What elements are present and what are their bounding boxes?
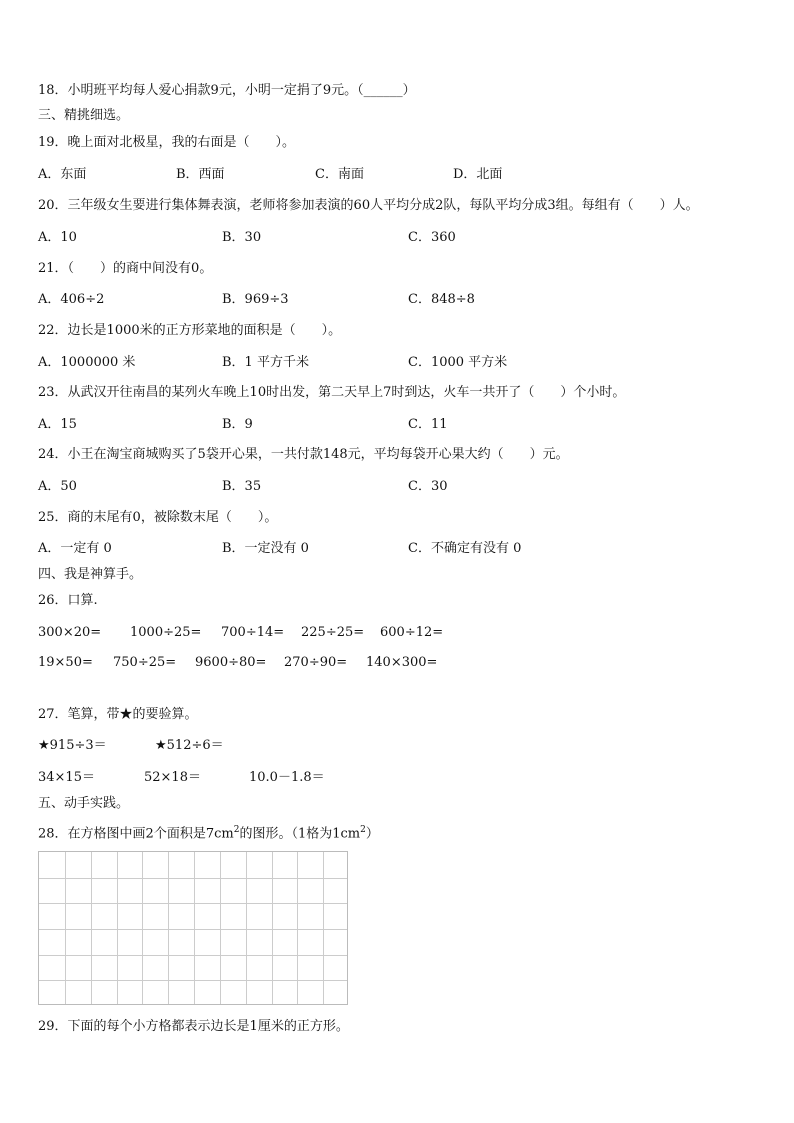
question-number: 20． [38,198,68,213]
question-text: 晚上面对北极星，我的右面是（ ）。 [67,135,296,150]
question-number: 18． [38,83,68,98]
option-a[interactable]: A．10 [38,230,77,245]
question-text: 下面的每个小方格都表示边长是1厘米的正方形。 [67,1019,349,1034]
question-21 [38,261,212,277]
mental-calc-item: 600÷12= [380,625,444,640]
question-20 [38,198,699,214]
option-b[interactable]: B．1 平方千米 [222,355,309,370]
question-number: 19． [38,135,68,150]
grid-line [39,903,347,904]
question-number: 23． [38,385,68,400]
option-c[interactable]: C．不确定有没有 0 [408,541,522,556]
question-text: 小王在淘宝商城购买了5袋开心果，一共付款148元，平均每袋开心果大约（ ）元。 [67,447,569,462]
question-text: 笔算，带★的要验算。 [67,707,198,722]
grid-line [39,929,347,930]
question-text: 边长是1000米的正方形菜地的面积是（ ）。 [67,323,342,338]
option-a[interactable]: A．15 [38,417,77,432]
written-calc-item: 34×15＝ [38,770,95,785]
option-c[interactable]: C．30 [408,479,448,494]
option-b[interactable]: B．30 [222,230,262,245]
question-number: 22． [38,323,68,338]
option-a[interactable]: A．406÷2 [38,292,105,307]
mental-calc-item: 1000÷25= [130,625,202,640]
section-heading-4: 四、我是神算手。 [38,567,143,582]
option-c[interactable]: C．848÷8 [408,292,475,307]
mental-calc-item: 19×50= [38,655,93,670]
grid-line [39,980,347,981]
mental-calc-item: 270÷90= [284,655,348,670]
option-a[interactable]: A．东面 [38,167,87,182]
question-text: 口算. [67,593,98,608]
question-number: 28． [38,826,68,842]
mental-calc-item: 9600÷80= [195,655,267,670]
grid-line [39,878,347,879]
answer-blank[interactable]: ______ [363,83,403,98]
option-b[interactable]: B．35 [222,479,262,494]
question-25 [38,510,277,526]
option-a[interactable]: A．1000000 米 [38,355,136,370]
option-a[interactable]: A．50 [38,479,77,494]
mental-calc-item: 700÷14= [221,625,285,640]
question-text: 在方格图中画2个面积是7cm [67,826,234,842]
mental-calc-item: 225÷25= [301,625,365,640]
option-c[interactable]: C．南面 [315,167,364,182]
option-b[interactable]: B．969÷3 [222,292,289,307]
paren-close: ） [402,83,416,98]
superscript: 2 [233,825,240,835]
question-number: 24． [38,447,68,462]
question-text: 三年级女生要进行集体舞表演，老师将参加表演的60人平均分成2队，每队平均分成3组。每组有（ ）人。 [67,198,699,213]
question-29 [38,1019,349,1035]
option-b[interactable]: B．9 [222,417,253,432]
question-number: 27． [38,707,68,722]
written-calc-item: 10.0－1.8＝ [249,770,325,785]
question-23 [38,385,625,401]
question-number: 29． [38,1019,68,1034]
section-heading-5: 五、动手实践。 [38,796,130,811]
question-text: 商的末尾有0，被除数末尾（ ）。 [67,510,278,525]
square-grid[interactable] [38,851,348,1005]
question-18 [38,83,416,99]
mental-calc-item: 750÷25= [113,655,177,670]
option-b[interactable]: B．一定没有 0 [222,541,309,556]
written-calc-item: ★915÷3＝ [38,738,107,753]
option-a[interactable]: A．一定有 0 [38,541,112,556]
question-24 [38,447,569,463]
superscript: 2 [360,825,366,835]
written-calc-item: ★512÷6＝ [155,738,224,753]
question-22 [38,323,341,339]
written-calc-item: 52×18＝ [144,770,201,785]
mental-calc-item: 300×20= [38,625,102,640]
option-d[interactable]: D．北面 [453,167,503,182]
question-19 [38,135,295,151]
question-28 [38,822,379,842]
question-text: ） [365,826,379,842]
question-27 [38,707,198,723]
question-26 [38,593,98,609]
question-text: 小明班平均每人爱心捐款9元，小明一定捐了9元。（ [67,83,364,98]
question-text: 的图形。（1格为1cm [239,826,361,842]
section-heading-3: 三、精挑细选。 [38,108,130,123]
question-text: 从武汉开往南昌的某列火车晚上10时出发，第二天早上7时到达，火车一共开了（ ）个小时。 [67,385,626,400]
option-c[interactable]: C．360 [408,230,456,245]
question-number: 26． [38,593,68,608]
question-number: 21． [38,261,68,276]
grid-line [39,955,347,956]
option-c[interactable]: C．11 [408,417,448,432]
question-text: （ ）的商中间没有0。 [67,261,213,276]
option-c[interactable]: C．1000 平方米 [408,355,508,370]
option-b[interactable]: B．西面 [176,167,225,182]
question-number: 25． [38,510,68,525]
mental-calc-item: 140×300= [366,655,438,670]
